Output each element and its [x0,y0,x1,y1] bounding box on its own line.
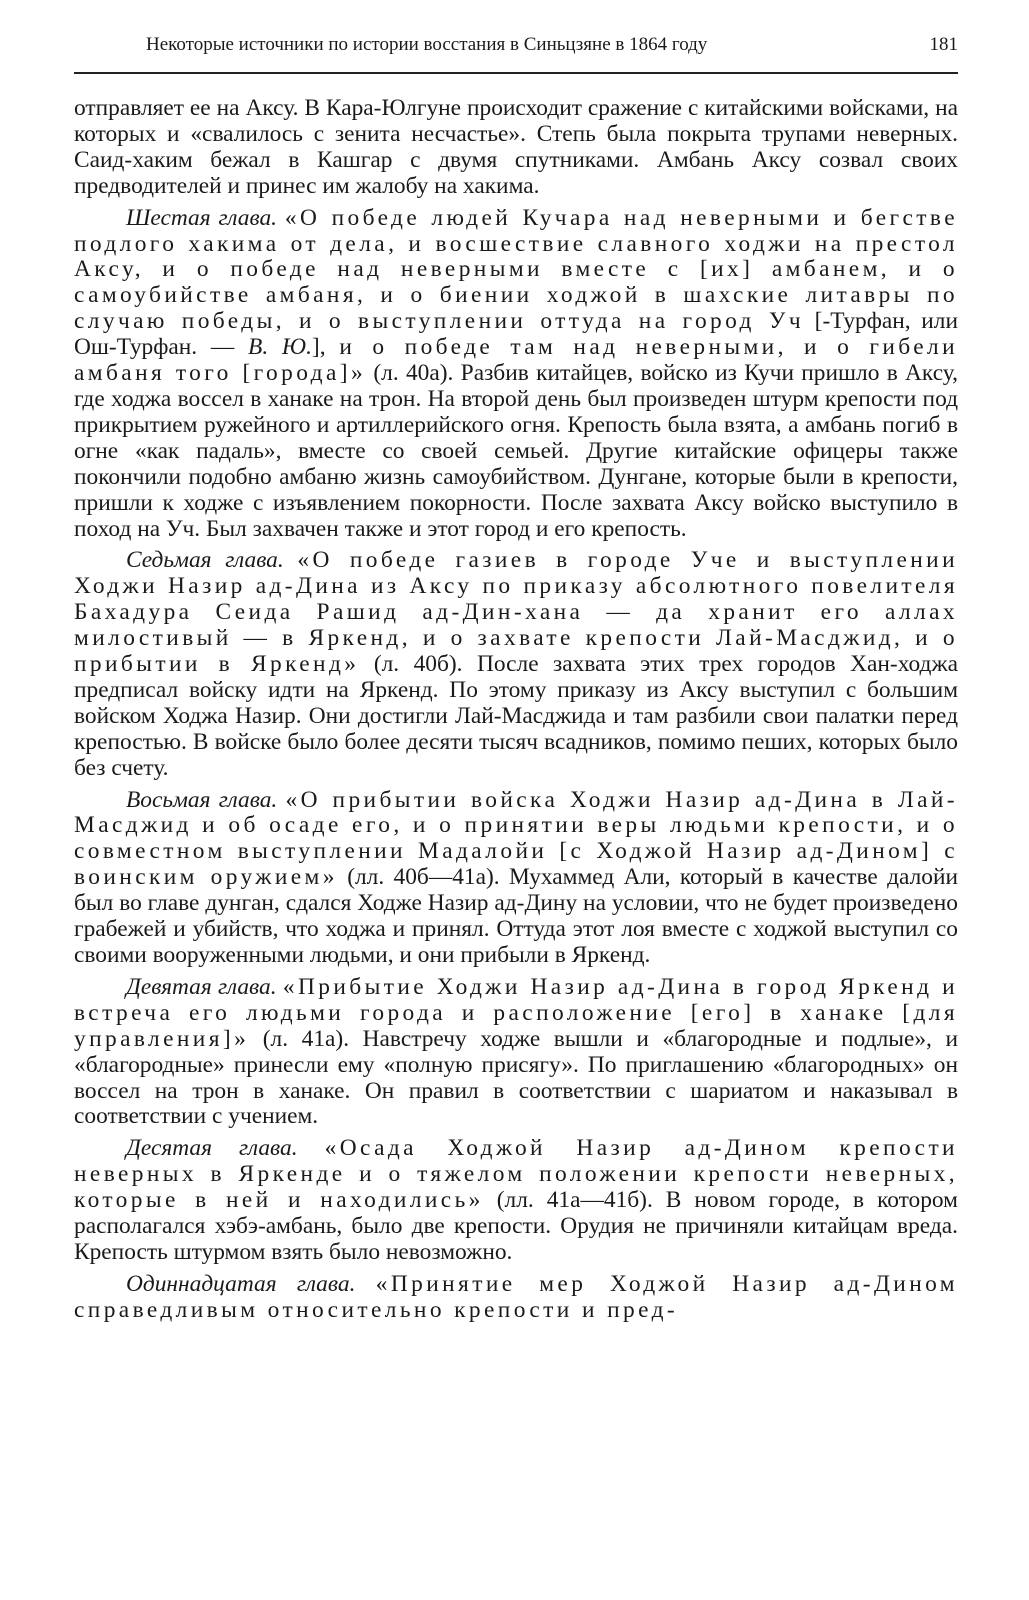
editor-note: [-Турфан, или Ош-Турфан. — [74,308,958,361]
running-title: Некоторые источники по истории восстания в Синьцзяне в 1864 году [146,34,708,55]
paragraph-text: отправляет ее на Аксу. В Кара-Юлгуне происходит сражение с китайскими войсками, на которых и «свалилось с зенита несчастье». Степь была покрыта трупами неверных. Саид-хаким бежал в Кашгар с двумя спутниками. Амбань Аксу созвал своих предводителей и принес им жалобу на хакима. [74,95,958,199]
paragraph-chapter-11 [74,1272,958,1324]
paragraph-chapter-8 [74,788,958,969]
editor-initials: В. Ю. [248,334,312,361]
chapter-quote: «Прибытие Ходжи Назир ад-Дина в город Яркенд и встреча его людьми города и расположение [его] в ханаке [для управления]» [74,973,959,1052]
chapter-quote: «О победе газиев в городе Уче и выступлении Ходжи Назир ад-Дина из Аксу по приказу абсолютного повелителя Бахадура Сеида Рашид ад-Дин-хана — да хранит его аллах милостивый — в Яркенд, и о захвате крепости Лай-Масджид, и о прибытии в Яркенд» [74,547,958,678]
paragraph-text: (л. 40а). Разбив китайцев, войско из Кучи пришло в Аксу, где ходжа воссел в ханаке на трон. На второй день был произведен штурм крепости под прикрытием ружейного и артиллерийского огня. Крепость была взята, а амбань погиб в огне «как падаль», вместе со своей семьей. Другие китайские офицеры также покончили подобно амбаню жизнь самоубийством. Дунгане, которые были в крепости, пришли к ходже с изъявлением покорности. После захвата Аксу войско выступило в поход на Уч. Был захвачен также и этот город и его крепость. [74,360,958,542]
paragraph-chapter-10 [74,1136,958,1266]
paragraph-text: (лл. 41а—41б). В новом городе, в котором располагался хэбэ-амбань, было две крепости. Орудия не причиняли китайцам вреда. Крепость штурмом взять было невозможно. [74,1187,958,1265]
chapter-title: Десятая глава. [126,1135,298,1162]
chapter-quote: «О прибытии войска Ходжи Назир ад-Дина в Лай-Масджид и об осаде его, и о принятии веры людьми крепости, и о совместном выступлении Мадалойи [с Ходжой Назир ад-Дином] с воинским оружием» [74,786,958,891]
paragraph-text: (л. 41а). Навстречу ходже вышли и «благородные и подлые», и «благородные» принесли ему «полную присягу». По приглашению «благородных» он воссел на трон в ханаке. Он правил в соответствии с шариатом и наказывал в соответствии с учением. [74,1025,958,1130]
chapter-title: Девятая глава. [126,973,277,1000]
chapter-title: Одиннадцатая глава. [126,1270,356,1297]
paragraph-chapter-9 [74,975,958,1130]
paragraph-continuation [74,96,958,200]
chapter-quote: «О победе людей Кучара над неверными и бегстве подлого хакима от дела, и восшествие славного ходжи на престол Аксу, и о победе над неверными вместе с [их] амбанем, и о самоубийстве амбаня, и о биении ходжой в шахские литавры по случаю победы, и о выступлении оттуда на город Уч [74,204,958,335]
paragraph-text: (л. 40б). После захвата этих трех городов Хан-ходжа предписал войску идти на Яркенд. По этому приказу из Аксу выступил с большим войском Ходжа Назир. Они достигли Лай-Масджида и там разбили свои палатки перед крепостью. В войске было более десяти тысяч всадников, помимо пеших, которых было без счету. [74,651,958,781]
chapter-title: Восьмая глава. [126,786,278,813]
page-number: 181 [929,34,958,55]
header-rule [74,72,958,74]
paragraph-text: (лл. 40б—41а). Мухаммед Али, который в качестве далойи был во главе дунган, сдался Ходже Назир ад-Дину на условии, что не будет произведено грабежей и убийств, что ходжа и принял. Оттуда этот лоя вместе с ходжой выступил со своими вооруженными людьми, и они прибыли в Яркенд. [74,864,959,968]
paragraph-chapter-6 [74,206,958,543]
chapter-title: Шестая глава. [126,204,278,231]
chapter-quote: «Осада Ходжой Назир ад-Дином крепости неверных в Яркенде и о тяжелом положении крепости неверных, которые в ней и находились» [74,1135,958,1214]
paragraph-chapter-7 [74,548,958,781]
chapter-title: Седьмая глава. [126,547,284,574]
running-header [74,34,958,64]
body-text [74,96,958,1330]
editor-note-end: ], [311,334,326,361]
chapter-quote: «Принятие мер Ходжой Назир ад-Дином справедливым относительно крепости и пред- [74,1270,958,1323]
chapter-quote-continued: и о победе там над неверными, и о гибели амбаня того [города]» [74,334,958,387]
